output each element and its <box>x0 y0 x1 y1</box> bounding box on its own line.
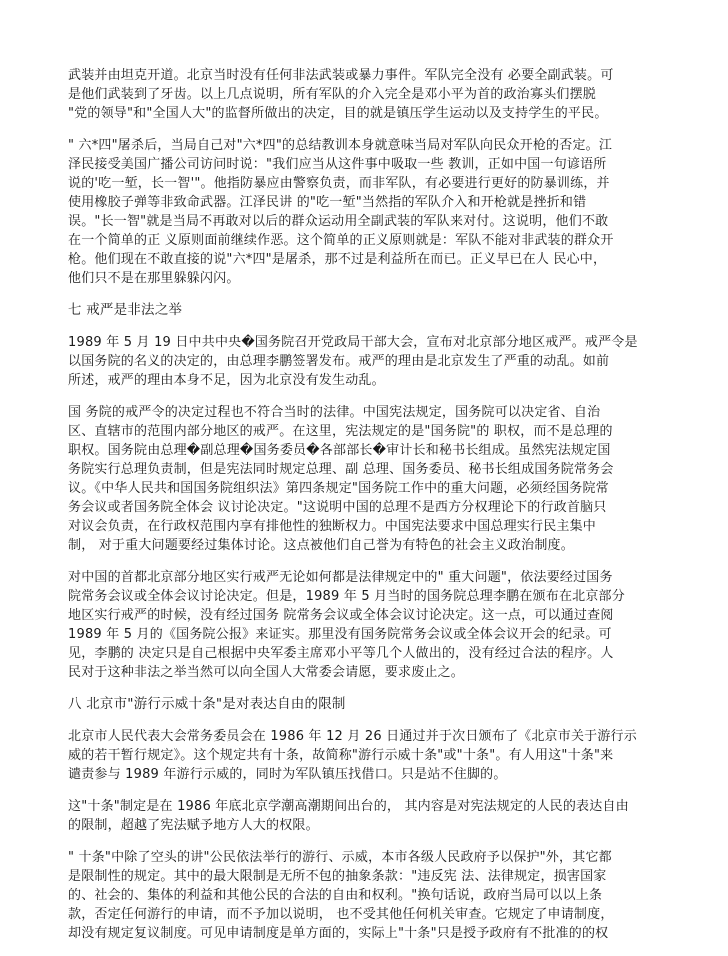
text-line: 款，否定任何游行的申请，而不予加以说明， 也不受其他任何机关审查。它规定了申请制度， <box>68 907 614 922</box>
text-line: 制， 对于重大问题要经过集体讨论。这点被他们自己誉为有特色的社会主义政治制度。 <box>68 538 574 553</box>
text-line: 所述，戒严的理由本身不足，因为北京没有发生动乱。 <box>68 373 385 388</box>
text-line: 1989 年 5 月 19 日中共中央�国务院召开党政局干部大会，宣布对北京部分地区戒严。戒严令是 <box>68 335 638 350</box>
text-line: 谴责参与 1989 年游行示威的，同时为军队镇压找借口。只是站不住脚的。 <box>68 767 507 782</box>
text-line: 职权。国务院由总理�副总理�国务委员�各部部长�审计长和秘书长组成。虽然宪法规定国 <box>68 443 611 458</box>
text-line: 误。"长一智"就是当局不再敢对以后的群众运动用全副武装的军队来对付。这说明，他们不敢 <box>68 214 609 229</box>
text-line: 务院实行总理负责制，但是宪法同时规定总理、副 总理、国务委员、秘书长组成国务院常务会 <box>68 462 614 477</box>
text-line: 是限制性的规定。其中的最大限制是无所不包的抽象条款："违反宪 法、法律规定，损害国家 <box>68 869 607 884</box>
paragraph <box>68 568 660 682</box>
text-line: 是他们武装到了牙齿。以上几点说明，所有军队的介入完全是邓小平为首的政治寡头们摆脱 <box>68 87 597 102</box>
text-line: 院常务会议或全体会议讨论决定。但是，1989 年 5 月当时的国务院总理李鹏在颁布在北京部分 <box>68 589 625 604</box>
text-line: 说的'吃一堑，长一智'"。他指防暴应由警察负责，而非军队，有必要进行更好的防暴训练，并 <box>68 176 610 191</box>
text-line: 对中国的首都北京部分地区实行戒严无论如何都是法律规定中的" 重大问题"，依法要经过国务 <box>68 570 613 585</box>
paragraph <box>68 333 660 390</box>
text-line: 七 戒严是非法之举 <box>68 302 183 318</box>
text-line: " 十条"中除了空头的讲"公民依法举行的游行、示威，本市各级人民政府予以保护"外，其它都 <box>68 850 612 865</box>
text-line: 1989 年 5 月的《国务院公报》来证实。那里没有国务院常务会议或全体会议开会的纪录。可 <box>68 627 612 642</box>
section-heading <box>68 301 660 320</box>
text-line: 武装并由坦克开道。北京当时没有任何非法武装或暴力事件。军队完全没有 必要全副武装。可 <box>68 68 614 83</box>
text-line: 议。《中华人民共和国国务院组织法》第四条规定"国务院工作中的重大问题，必须经国务院常 <box>68 481 609 496</box>
paragraph <box>68 848 660 943</box>
text-line: 北京市人民代表大会常务委员会在 1986 年 12 月 26 日通过并于次日颁布了《北京市关于游行示 <box>68 729 637 744</box>
text-line: 却没有规定复议制度。可见申请制度是单方面的，实际上"十条"只是授予政府有不批准的的权 <box>68 926 609 941</box>
text-line: " 六*四"屠杀后，当局自己对"六*四"的总结教训本身就意味当局对军队向民众开枪的否定。江 <box>68 138 613 153</box>
text-line: 见，李鹏的 决定只是自己根据中央军委主席邓小平等几个人做出的，没有经过合法的程序。人 <box>68 646 614 661</box>
text-line: 威的若干暂行规定》。这个规定共有十条，故简称"游行示威十条"或"十条"。有人用这"十条"来 <box>68 748 614 763</box>
text-line: 区、直辖市的范围内部分地区的戒严。在这里，宪法规定的是"国务院"的 职权，而不是总理的 <box>68 424 613 439</box>
text-line: 枪。他们现在不敢直接的说"六*四"是屠杀，那不过是利益所在而已。正义早已在人 民心中， <box>68 252 607 267</box>
text-line: 的限制，超越了宪法赋予地方人大的权限。 <box>68 818 319 833</box>
paragraph <box>68 136 660 288</box>
text-line: 泽民接受美国广播公司访问时说："我们应当从这件事中吸取一些 教训，正如中国一句谚语所 <box>68 157 607 172</box>
text-line: 对议会负责，在行政权范围内享有排他性的独断权力。中国宪法要求中国总理实行民主集中 <box>68 519 597 534</box>
paragraph <box>68 66 660 123</box>
text-line: 这"十条"制定是在 1986 年底北京学潮高潮期间出台的， 其内容是对宪法规定的人民的表达自由 <box>68 799 629 814</box>
text-line: 民对于这种非法之举当然可以向全国人大常委会请愿，要求废止之。 <box>68 665 465 680</box>
text-line: 使用橡胶子弹等非致命武器。江泽民讲 的"吃一堑"当然指的军队介入和开枪就是挫折和错 <box>68 195 587 210</box>
text-line: 他们只不是在那里躲躲闪闪。 <box>68 271 240 286</box>
text-line: 在一个简单的正 义原则面前继续作恶。这个简单的正义原则就是：军队不能对非武装的群众开 <box>68 233 614 248</box>
text-line: 务会议或者国务院全体会 议讨论决定。"这说明中国的总理不是西方分权理论下的行政首脑只 <box>68 500 607 515</box>
text-line: 的、社会的、集体的利益和其他公民的合法的自由和权利。"换句话说，政府当局可以以上条 <box>68 888 603 903</box>
text-line: 八 北京市"游行示威十条"是对表达自由的限制 <box>68 696 346 712</box>
paragraph <box>68 403 660 555</box>
text-line: 国 务院的戒严令的决定过程也不符合当时的法律。中国宪法规定，国务院可以决定省、自治 <box>68 405 601 420</box>
text-line: 地区实行戒严的时候，没有经过国务 院常务会议或全体会议讨论决定。这一点，可以通过查阅 <box>68 608 614 623</box>
text-line: "党的领导"和"全国人大"的监督所做出的决定，目的就是镇压学生运动以及支持学生的平民。 <box>68 106 608 121</box>
paragraph <box>68 797 660 835</box>
section-heading <box>68 695 660 714</box>
text-line: 以国务院的名义的决定的，由总理李鹏签署发布。戒严的理由是北京发生了严重的动乱。如前 <box>68 354 610 369</box>
document-page <box>68 66 660 956</box>
paragraph <box>68 727 660 784</box>
